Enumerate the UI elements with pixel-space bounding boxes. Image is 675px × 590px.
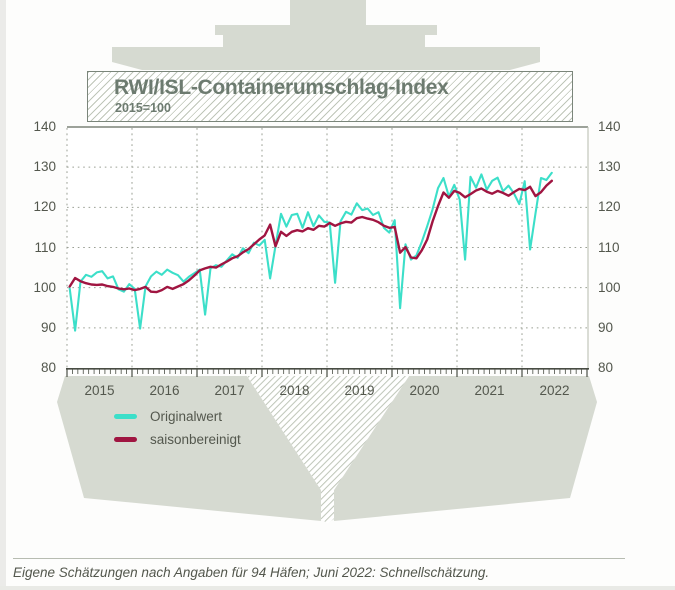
x-axis-label-year: 2019	[344, 383, 375, 398]
y-axis-label-left: 130	[33, 159, 56, 175]
page-edge-shade-bottom	[0, 586, 675, 590]
y-axis-label-left: 80	[40, 360, 56, 375]
source-note: Eigene Schätzungen nach Angaben für 94 Häfen; Juni 2022: Schnellschätzung.	[13, 565, 490, 580]
x-axis-label-year: 2020	[409, 383, 440, 398]
y-axis-label-right: 110	[598, 239, 620, 255]
legend-label: saisonbereinigt	[150, 431, 241, 447]
y-axis-label-right: 120	[598, 199, 621, 215]
x-axis-label-year: 2015	[84, 383, 115, 398]
y-axis-label-right: 80	[598, 360, 614, 375]
x-axis-label-year: 2017	[214, 383, 245, 398]
y-axis-label-left: 100	[33, 279, 56, 295]
page-edge-shade-left	[0, 0, 6, 590]
saisonbereinigt-line-swatch-icon	[114, 437, 137, 442]
x-axis-label-year: 2016	[149, 383, 180, 398]
chart-legend	[114, 407, 241, 453]
y-axis-label-left: 110	[34, 239, 56, 255]
x-axis-label-year: 2018	[279, 383, 310, 398]
legend-label: Originalwert	[150, 408, 223, 424]
y-axis-label-left: 140	[33, 119, 56, 134]
originalwert-line-swatch-icon	[114, 414, 137, 419]
chart-subtitle: 2015=100	[115, 101, 171, 115]
y-axis-label-right: 130	[598, 159, 621, 175]
y-axis-label-right: 140	[598, 119, 621, 134]
chart-title: RWI/ISL-Containerumschlag-Index	[114, 76, 449, 99]
x-axis-label-year: 2021	[474, 383, 505, 398]
y-axis-label-left: 120	[33, 199, 56, 215]
y-axis-label-right: 90	[598, 319, 614, 335]
title-banner	[87, 71, 573, 122]
footer-divider	[13, 558, 625, 559]
legend-item-saisonbereinigt	[114, 430, 241, 448]
y-axis-label-right: 100	[598, 279, 621, 295]
legend-item-originalwert	[114, 407, 241, 425]
x-axis-label-year: 2022	[539, 383, 570, 398]
y-axis-label-left: 90	[40, 319, 56, 335]
